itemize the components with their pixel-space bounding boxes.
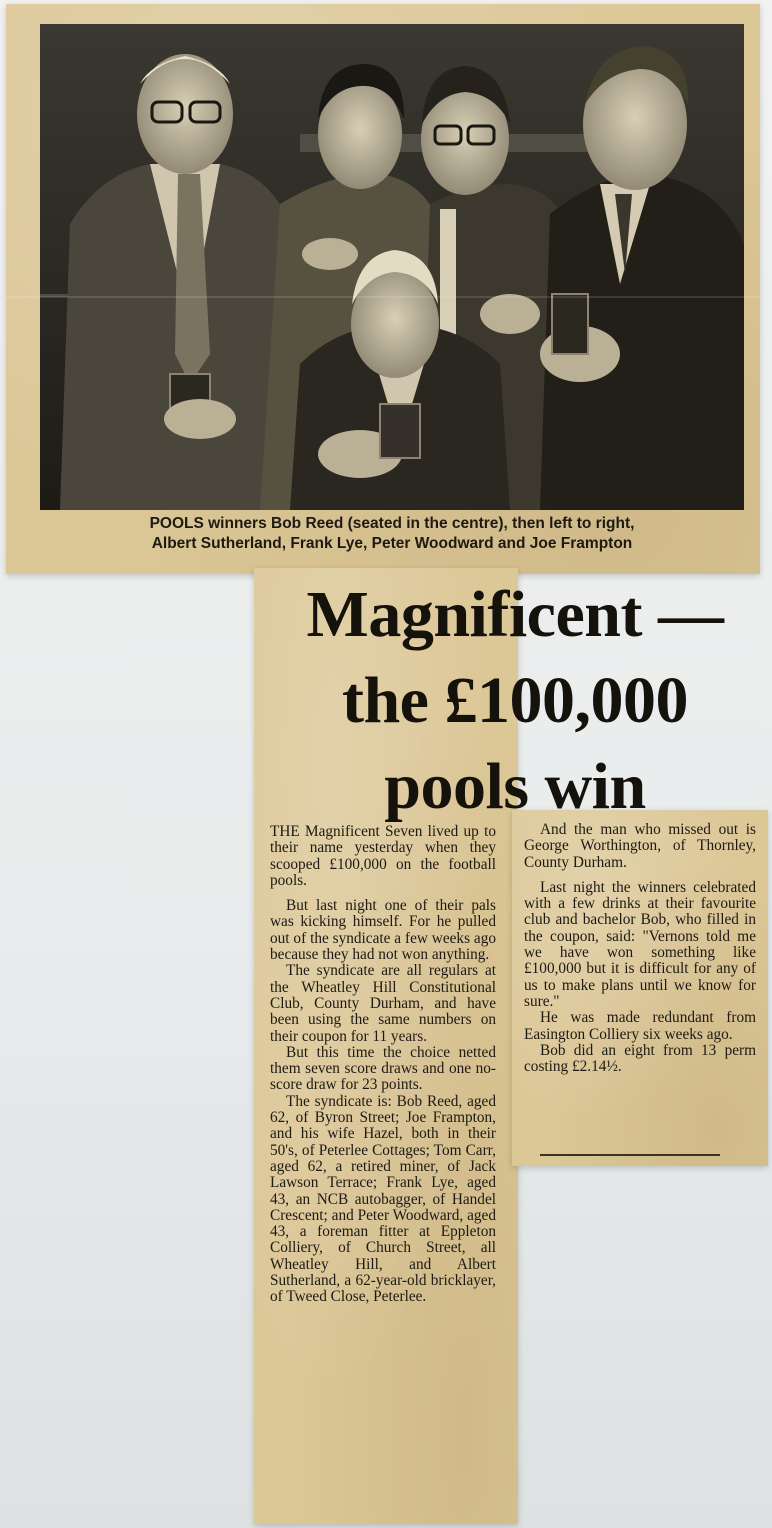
article-paragraph: The syndicate are all regulars at the Wheatley Hill Constitutional Club, County Durham, and have been using the same numbers on their coupon for 11 years. bbox=[270, 962, 496, 1045]
article-paragraph: THE Magnificent Seven lived up to their name yesterday when they scooped £100,000 on the football pools. bbox=[270, 823, 496, 889]
winners-photo-image bbox=[40, 24, 744, 510]
headline-line-3: pools win bbox=[384, 750, 646, 823]
article-column-left bbox=[270, 824, 496, 1315]
headline-line-1: Magnificent — bbox=[306, 578, 724, 651]
article-paragraph: But this time the choice netted them seven score draws and one no-score draw for 23 points. bbox=[270, 1043, 496, 1094]
photo-caption bbox=[40, 514, 744, 554]
article-paragraph: Last night the winners celebrated with a few drinks at their favourite club and bachelor Bob, who filled in the coupon, said: "Vernons told me we have won something like £100,000 but it is difficult for any of us to make plans until we know for sure." bbox=[524, 878, 756, 1010]
photo-caption-line-2: Albert Sutherland, Frank Lye, Peter Woodward and Joe Frampton bbox=[151, 535, 633, 552]
article-paragraph: The syndicate is: Bob Reed, aged 62, of Byron Street; Joe Frampton, and his wife Hazel, both in their 50's, of Peterlee Cottages; Tom Carr, aged 62, a retired miner, of Jack Lawson Terrace; Frank Lye, aged 43, an NCB autobagger, of Handel Crescent; and Peter Woodward, aged 43, a foreman fitter at Eppleton Colliery, of Church Street, all Wheatley Hill, and Albert Sutherland, a 62-year-old bricklayer, of Tweed Close, Peterlee. bbox=[270, 1092, 496, 1306]
headline-line-2: the £100,000 bbox=[342, 664, 688, 737]
photo-caption-line-1: POOLS winners Bob Reed (seated in the centre), then left to right, bbox=[149, 515, 635, 532]
clipping-fold-crease bbox=[6, 296, 760, 298]
article-column-right bbox=[524, 822, 756, 1084]
winners-photo bbox=[40, 24, 744, 510]
article-paragraph: But last night one of their pals was kicking himself. For he pulled out of the syndicate a few weeks ago because they had not won anything. bbox=[270, 897, 496, 964]
article-paragraph: And the man who missed out is George Worthington, of Thornley, County Durham. bbox=[524, 821, 756, 871]
column-end-rule bbox=[540, 1154, 720, 1156]
article-headline bbox=[262, 572, 768, 830]
article-paragraph: Bob did an eight from 13 perm costing £2.14½. bbox=[524, 1041, 756, 1076]
article-paragraph: He was made redundant from Easington Colliery six weeks ago. bbox=[524, 1009, 756, 1043]
